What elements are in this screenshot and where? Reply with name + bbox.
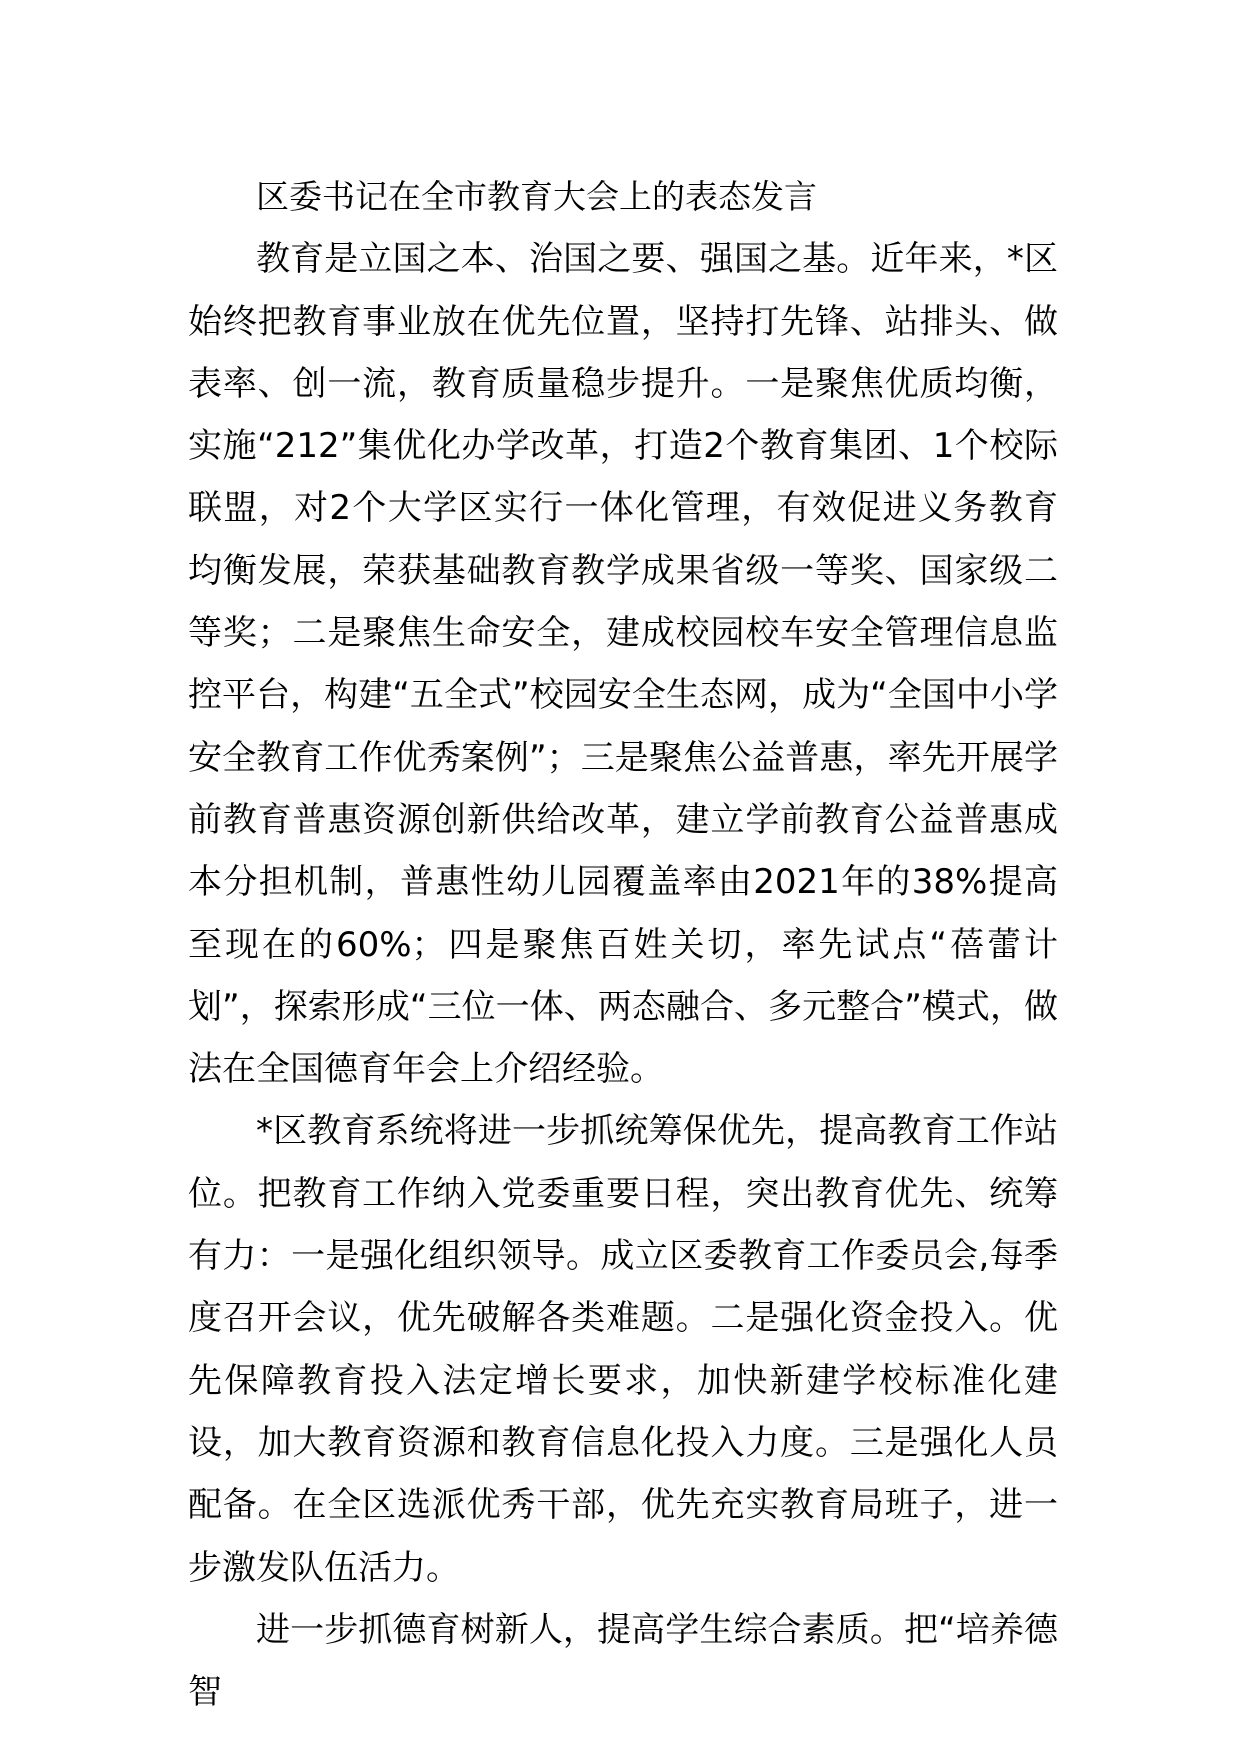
paragraph-1: 教育是立国之本、治国之要、强国之基。近年来，*区始终把教育事业放在优先位置，坚持打先锋、站排头、做表率、创一流，教育质量稳步提升。一是聚焦优质均衡，实施“212”集优化办学改革，打造2个教育集团、1个校际联盟，对2个大学区实行一体化管理，有效促进义务教育均衡发展，荣获基础教育教学成果省级一等奖、国家级二等奖；二是聚焦生命安全，建成校园校车安全管理信息监控平台，构建“五全式”校园安全生态网，成为“全国中小学安全教育工作优秀案例”；三是聚焦公益普惠，率先开展学前教育普惠资源创新供给改革，建立学前教育公益普惠成本分担机制，普惠性幼儿园覆盖率由2021年的38%提高至现在的60%；四是聚焦百姓关切，率先试点“蓓蕾计划”，探索形成“三位一体、两态融合、多元整合”模式，做法在全国德育年会上介绍经验。 — [188, 239, 1058, 1090]
document-title: 区委书记在全市教育大会上的表态发言 — [256, 177, 817, 216]
paragraph-2: *区教育系统将进一步抓统筹保优先，提高教育工作站位。把教育工作纳入党委重要日程，突出教育优先、统筹有力：一是强化组织领导。成立区委教育工作委员会,每季度召开会议，优先破解各类难题。二是强化资金投入。优先保障教育投入法定增长要求，加快新建学校标准化建设，加大教育资源和教育信息化投入力度。三是强化人员配备。在全区选派优秀干部，优先充实教育局班子，进一步激发队伍活力。 — [188, 1111, 1058, 1588]
document-body — [188, 166, 1058, 1723]
paragraph-3: 进一步抓德育树新人，提高学生综合素质。把“培养德智 — [188, 1609, 1058, 1713]
